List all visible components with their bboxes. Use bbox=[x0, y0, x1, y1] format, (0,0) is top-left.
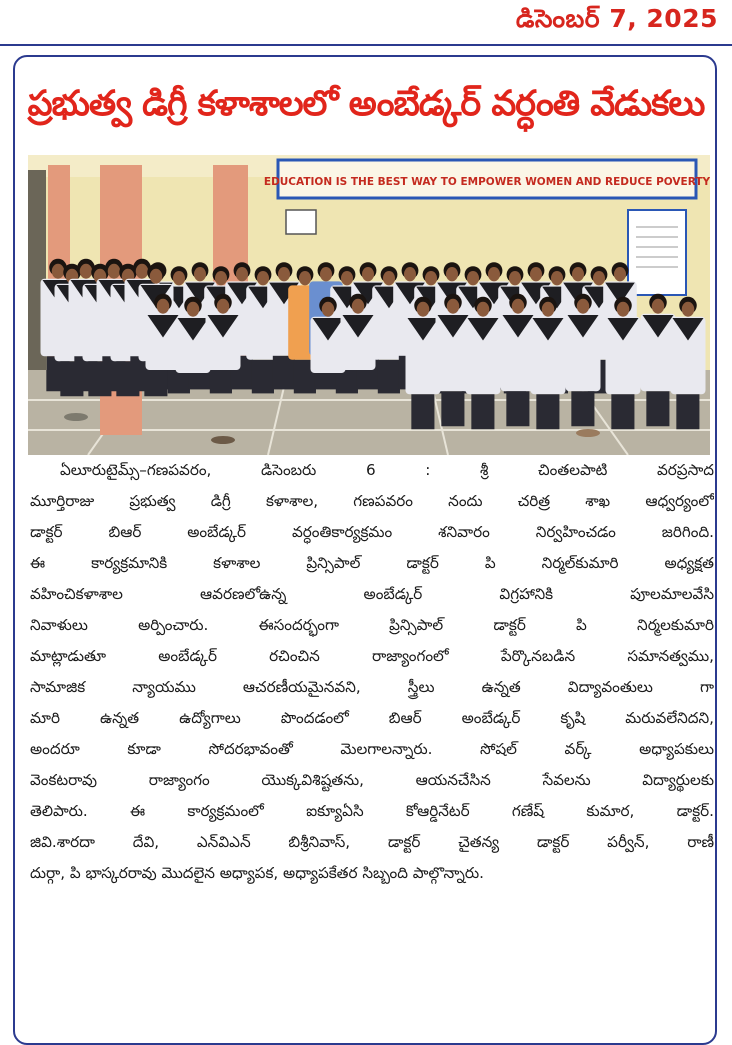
article-line: అందరూ కూడా సోదరభావంతో మెలగాలన్నారు. సోషల్ వర్క్ అధ్యాపకులు bbox=[30, 740, 714, 758]
article-line: నివాళులు అర్పించారు. ఈసందర్భంగా ప్రిన్సిపాల్ డాక్టర్ పి నిర్మలకుమారి bbox=[30, 616, 714, 634]
article-body bbox=[30, 455, 714, 889]
article-line: సామాజిక న్యాయము ఆచరణీయమైనవని, స్త్రీలు ఉన్నత విద్యావంతులు గా bbox=[30, 678, 714, 696]
article-line: దుర్గా, పి భాస్కరరావు మొదలైన అధ్యాపక, అధ్యాపకేతర సిబ్బంది పాల్గొన్నారు. bbox=[30, 864, 484, 882]
article-line: జివి.శారదా దేవి, ఎన్‌వి‌ఎన్ బిశ్రీనివాస్, డాక్టర్ చైతన్య డాక్టర్ పర్వీన్, రాణీ bbox=[30, 833, 714, 851]
article-line: ఈ కార్యక్రమానికి కళాశాల ప్రిన్సిపాల్ డాక్టర్ పి నిర్మల్‌కుమారి అధ్యక్షత bbox=[30, 554, 714, 572]
article-line: మూర్తిరాజు ప్రభుత్వ డిగ్రీ కళాశాల, గణపవరం నందు చరిత్ర శాఖ ఆధ్వర్యంలో bbox=[30, 492, 714, 510]
group-photo-illustration bbox=[28, 155, 710, 455]
event-photo bbox=[28, 155, 710, 455]
article-line: డాక్టర్ బిఆర్ అంబేడ్కర్ వర్ధంతికార్యక్రమం శనివారం నిర్వహించడం జరిగింది. bbox=[30, 523, 714, 541]
article-line: తెలిపారు. ఈ కార్యక్రమంలో ఐక్యూఏసి కోఆర్డినేటర్ గణేష్ కుమార, డాక్టర్. bbox=[30, 802, 714, 820]
article-line: వెంకటరావు రాజ్యాంగం యొక్కవిశిష్టతను, ఆయనచేసిన సేవలను విద్యార్థులకు bbox=[30, 771, 714, 789]
headline: ప్రభుత్వ డిగ్రీ కళాశాలలో అంబేడ్కర్ వర్ధంతి వేడుకలు bbox=[27, 84, 705, 124]
article-line: ఏలూరుటైమ్స్–గణపవరం, డిసెంబరు 6 : శ్రీ చింతలపాటి వరప్రసాద bbox=[60, 461, 714, 479]
article-line: మాట్లాడుతూ అంబేడ్కర్ రచించిన రాజ్యాంగంలో పేర్కొనబడిన సమానత్వము, bbox=[30, 647, 714, 665]
banner-text: EDUCATION IS THE BEST WAY TO EMPOWER WOMEN AND REDUCE POVERTY bbox=[263, 176, 710, 188]
photo-notice-board bbox=[628, 210, 686, 295]
header-divider bbox=[0, 44, 732, 46]
publication-date: డిసెంబర్ 7, 2025 bbox=[515, 4, 718, 33]
article-line: మారి ఉన్నత ఉద్యోగాలు పొందడంలో బిఆర్ అంబేడ్కర్ కృషి మరువలేనిదని, bbox=[30, 709, 714, 727]
article-line: వహించికళాశాల ఆవరణలోఉన్న అంబేడ్కర్ విగ్రహానికి పూలమాలవేసి bbox=[30, 585, 714, 603]
